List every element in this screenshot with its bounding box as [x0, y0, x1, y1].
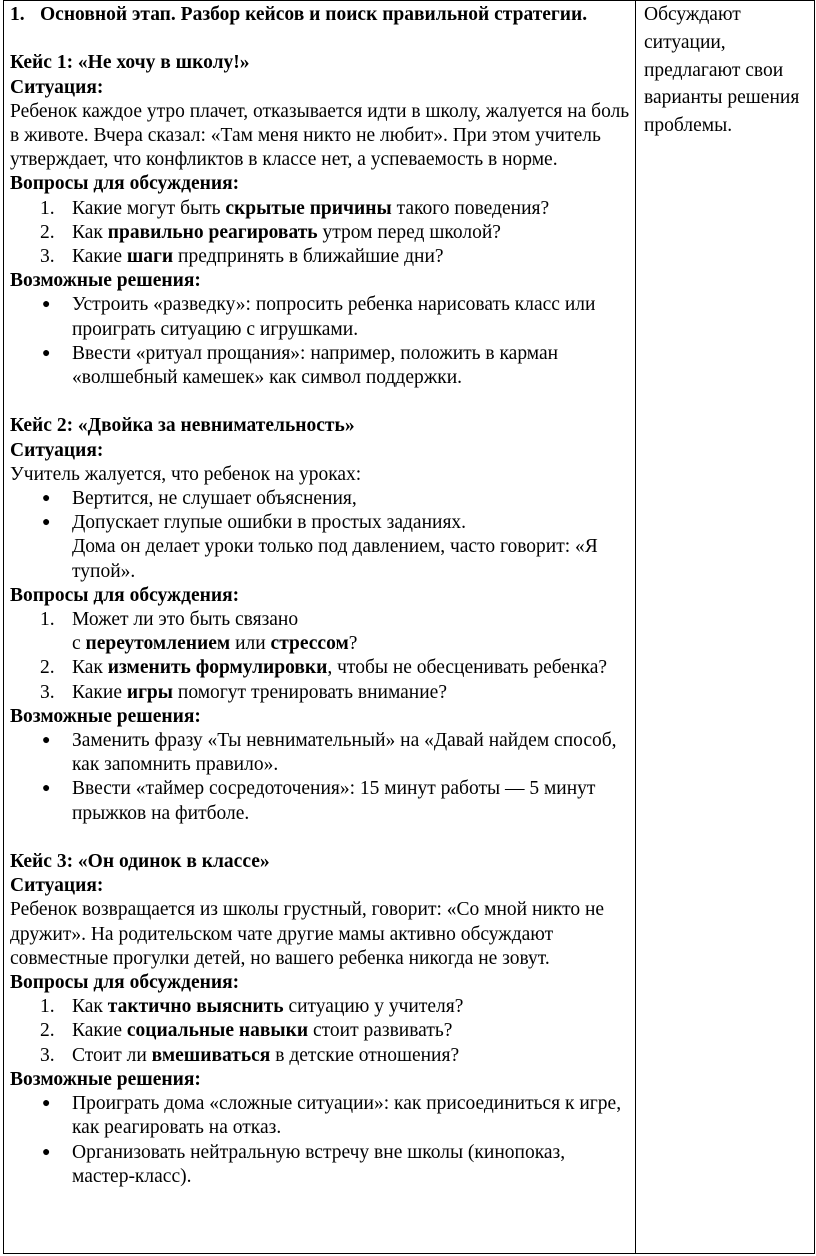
bullet-icon: ● [42, 515, 51, 531]
case-1 [10, 51, 631, 390]
case-title: Кейс 1: «Не хочу в школу!» [10, 52, 250, 74]
list-item: ● Заменить фразу «Ты невнимательный» на «Давай найдем способ, как запомнить правило». [42, 730, 617, 776]
situation-label: Ситуация: [10, 439, 104, 461]
situation-text: Ребенок каждое утро плачет, отказывается идти в школу, жалуется на боль в животе. Вчера сказал: «Там меня никто не любит». При этом учитель утверждает, что конфликтов в классе нет, а успеваемость в норме. [10, 100, 630, 171]
list-item: ● Организовать нейтральную встречу вне школы (кинопоказ, мастер-класс). [42, 1141, 566, 1187]
lesson-table [3, 0, 815, 1254]
questions-list [10, 995, 631, 1068]
case-title: Кейс 2: «Двойка за невнимательность» [10, 415, 355, 437]
bullet-icon: ● [42, 345, 51, 361]
list-item: 3. Стоит ли вмешиваться в детские отношения? [40, 1044, 460, 1066]
situation-text: Учитель жалуется, что ребенок на уроках: [10, 463, 362, 485]
list-item: 3. Какие игры помогут тренировать внимание? [40, 681, 447, 703]
side-cell [636, 1, 815, 1254]
questions-list [10, 197, 631, 270]
bullet-icon: ● [42, 733, 51, 749]
list-item: 2. Как правильно реагировать утром перед школой? [40, 221, 501, 243]
case-2 [10, 414, 631, 825]
activity-description: Обсуждают ситуации, предлагают свои варианты решения проблемы. [644, 4, 800, 137]
solutions-list [10, 1092, 631, 1189]
solutions-list [10, 293, 631, 390]
case-3 [10, 850, 631, 1189]
list-item: 1. Может ли это быть связано с переутомлением или стрессом? [40, 609, 358, 655]
list-item: ● Проиграть дома «сложные ситуации»: как присоединиться к игре, как реагировать на отказ. [42, 1093, 622, 1139]
situation-label: Ситуация: [10, 875, 104, 897]
bullet-icon: ● [42, 491, 51, 507]
situation-label: Ситуация: [10, 76, 104, 98]
solutions-list [10, 729, 631, 826]
situation-text: Ребенок возвращается из школы грустный, говорит: «Со мной никто не дружит». На родительском чате другие мамы активно обсуждают совместные прогулки детей, но вашего ребенка никогда не зовут. [10, 899, 605, 969]
list-item: 2. Как изменить формулировки, чтобы не обесценивать ребенка? [40, 657, 608, 679]
questions-label: Вопросы для обсуждения: [10, 972, 240, 994]
questions-list [10, 608, 631, 705]
solutions-label: Возможные решения: [10, 705, 201, 727]
list-item: 2. Какие социальные навыки стоит развивать? [40, 1020, 453, 1042]
situation-continuation: Дома он делает уроки только под давлением, часто говорит: «Я тупой». [72, 536, 598, 582]
questions-label: Вопросы для обсуждения: [10, 173, 240, 195]
list-item: ● Ввести «ритуал прощания»: например, положить в карман «волшебный камешек» как символ поддержки. [42, 342, 559, 389]
questions-label: Вопросы для обсуждения: [10, 584, 240, 606]
case-title: Кейс 3: «Он одинок в классе» [10, 851, 270, 873]
section-number: 1. [10, 4, 25, 25]
list-item: 3. Какие шаги предпринять в ближайшие дни? [40, 246, 444, 268]
bullet-icon: ● [42, 297, 51, 313]
main-cell [4, 1, 636, 1254]
bullet-icon: ● [42, 1144, 51, 1160]
situation-list [10, 487, 631, 535]
table-row [4, 1, 815, 1254]
bullet-icon: ● [42, 1096, 51, 1112]
list-item: ● Допускает глупые ошибки в простых заданиях. [10, 511, 631, 535]
section-heading [10, 3, 631, 27]
list-item: 1. Какие могут быть скрытые причины такого поведения? [40, 197, 550, 219]
section-title: Основной этап. Разбор кейсов и поиск правильной стратегии. [40, 4, 588, 25]
list-item: ● Вертится, не слушает объяснения, [10, 487, 631, 511]
list-item: ● Ввести «таймер сосредоточения»: 15 минут работы — 5 минут прыжков на фитболе. [42, 778, 596, 824]
bullet-icon: ● [42, 781, 51, 797]
solutions-label: Возможные решения: [10, 1068, 201, 1090]
solutions-label: Возможные решения: [10, 270, 201, 292]
list-item: 1. Как тактично выяснить ситуацию у учителя? [40, 996, 464, 1018]
list-item: ● Устроить «разведку»: попросить ребенка нарисовать класс или проиграть ситуацию с игрушками. [42, 294, 596, 340]
